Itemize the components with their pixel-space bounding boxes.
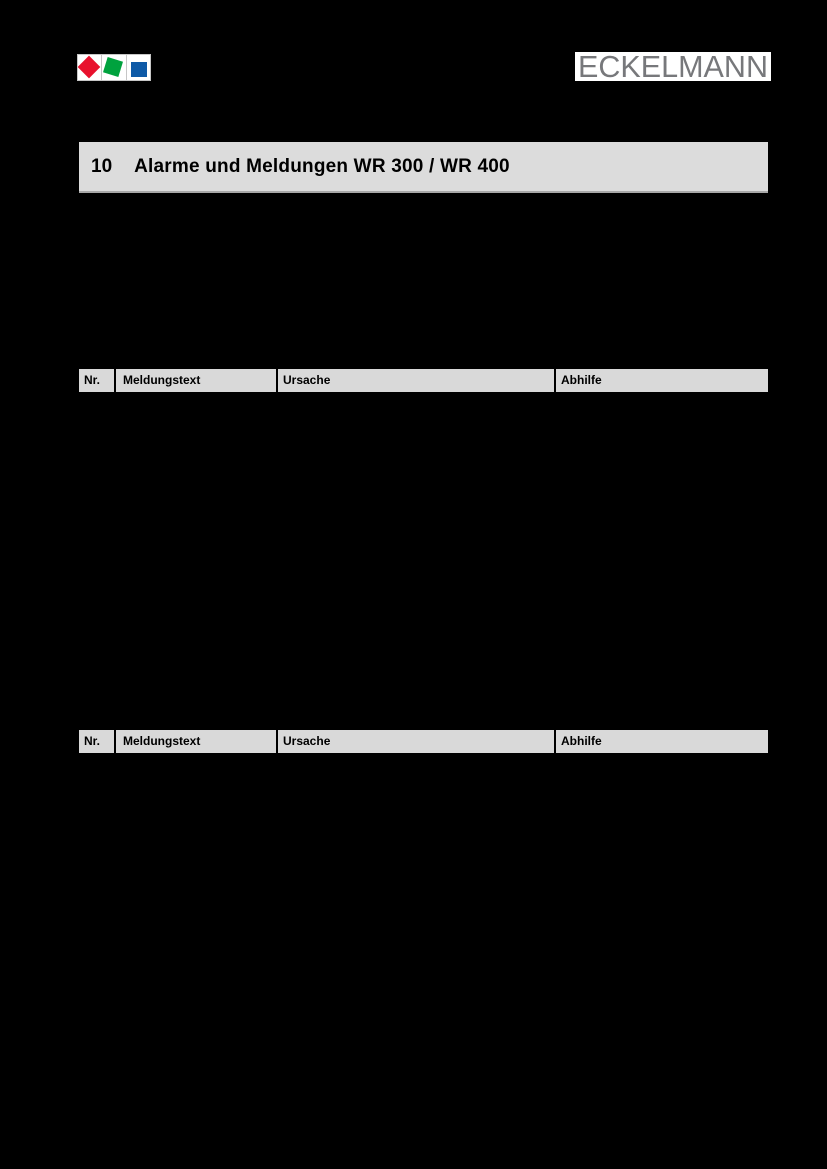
green-square-icon xyxy=(103,57,123,77)
brand-wordmark-svg xyxy=(575,52,771,81)
logo-cell-green xyxy=(102,55,126,80)
table1-header-abhilfe: Abhilfe xyxy=(556,369,768,392)
logo-cell-blue xyxy=(127,55,150,80)
company-squares-logo xyxy=(77,54,151,81)
section-title-bar xyxy=(79,142,768,193)
table1-header-ursache: Ursache xyxy=(278,369,554,392)
section-title: Alarme und Meldungen WR 300 / WR 400 xyxy=(134,155,510,177)
brand-logo xyxy=(575,52,771,81)
red-diamond-icon xyxy=(78,56,100,79)
table1-header-row xyxy=(79,369,768,392)
brand-wordmark-text: ECKELMANN xyxy=(578,52,768,81)
table2-header-abhilfe: Abhilfe xyxy=(556,730,768,753)
table2-header-meldungstext: Meldungstext xyxy=(116,730,276,753)
table1-header-meldungstext: Meldungstext xyxy=(116,369,276,392)
table2-header-ursache: Ursache xyxy=(278,730,554,753)
blue-square-icon xyxy=(131,62,147,77)
table2-header-nr: Nr. xyxy=(79,730,114,753)
section-number: 10 xyxy=(91,155,113,177)
table2-header-row xyxy=(79,730,768,753)
logo-cell-red xyxy=(78,55,102,80)
table1-header-nr: Nr. xyxy=(79,369,114,392)
